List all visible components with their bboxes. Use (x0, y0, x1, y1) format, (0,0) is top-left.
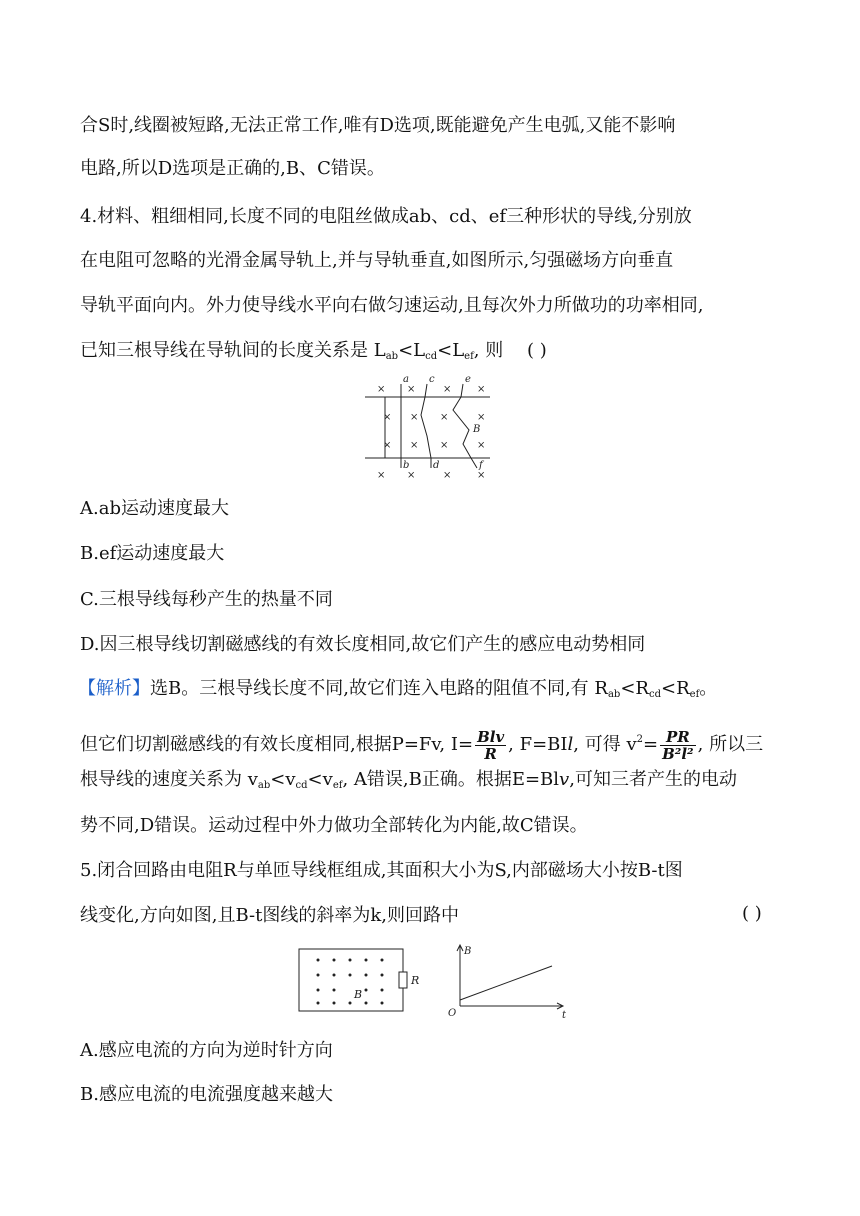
v: v (285, 769, 296, 790)
text: 但它们切割磁感线的有效长度相同,根据P=Fv, I= (80, 734, 474, 755)
option-a: A.感应电流的方向为逆时针方向 (80, 1040, 333, 1061)
field-label: B (354, 988, 363, 1001)
denominator: B²l² (662, 744, 694, 763)
option-d: D.因三根导线切割磁感线的有效长度相同,故它们产生的感应电动势相同 (80, 634, 646, 655)
question-4-line: 在电阻可忽略的光滑金属导轨上,并与导轨垂直,如图所示,匀强磁场方向垂直 (80, 250, 674, 271)
italic-v: v (559, 769, 570, 790)
subscript: ab (257, 780, 271, 791)
bt-line (460, 966, 552, 1000)
lt: < (661, 678, 677, 699)
label-e: e (465, 374, 471, 385)
numerator: Blv (477, 727, 505, 746)
field-cross: × (407, 470, 416, 480)
rail-figure (365, 370, 505, 480)
field-cross: × (440, 440, 449, 451)
text: 根导线的速度关系为 v (80, 769, 258, 790)
text: ,可知三者产生的电动 (569, 769, 737, 790)
field-dot (317, 989, 320, 992)
option-b: B.ef运动速度最大 (80, 543, 225, 564)
field-cross: × (410, 412, 419, 423)
L: L (413, 340, 426, 361)
label-a: a (403, 374, 409, 385)
field-cross: × (477, 412, 486, 423)
label-c: c (429, 374, 435, 385)
resistor-label: R (411, 974, 420, 987)
field-cross: × (443, 470, 452, 480)
field-cross: × (477, 470, 486, 480)
lt: < (398, 340, 414, 361)
text-line: 电路,所以D选项是正确的,B、C错误。 (80, 158, 385, 179)
field-dot (349, 959, 352, 962)
label-f: f (479, 460, 483, 471)
numerator: PR (660, 729, 696, 746)
L: L (452, 340, 465, 361)
question-4-line: 导轨平面向内。外力使导线水平向右做匀速运动,且每次外力所做功的功率相同, (80, 295, 704, 316)
field-cross: × (377, 384, 386, 395)
field-dot (381, 974, 384, 977)
analysis-line (78, 677, 717, 707)
text: , F=BI (508, 734, 568, 755)
answer-paren: ( ) (742, 903, 762, 924)
question-4-line (80, 339, 547, 369)
loop-figure (298, 948, 428, 1018)
fraction (660, 729, 696, 762)
field-dot (381, 989, 384, 992)
R: R (676, 678, 690, 699)
field-cross: × (443, 384, 452, 395)
lt: < (270, 769, 286, 790)
label-d: d (433, 460, 440, 471)
subscript: ab (607, 689, 621, 700)
x-axis-label: t (562, 1010, 567, 1021)
text: 选B。三根导线长度不同,故它们连入电路的阻值不同,有 R (150, 678, 608, 699)
option-a: A.ab运动速度最大 (80, 498, 229, 519)
text: 已知三根导线在导轨间的长度关系是 L (80, 340, 386, 361)
analysis-line (80, 720, 763, 765)
field-cross: × (407, 384, 416, 395)
text: 。 (699, 678, 718, 699)
label-b: b (403, 460, 410, 471)
field-dot (365, 989, 368, 992)
field-dot (349, 1002, 352, 1005)
answer-paren: ( ) (526, 340, 547, 361)
wire-loop (299, 949, 403, 1011)
text-line: 合S时,线圈被短路,无法正常工作,唯有D选项,既能避免产生电弧,又能不影响 (80, 115, 676, 136)
option-c: C.三根导线每秒产生的热量不同 (80, 589, 333, 610)
field-cross: × (410, 440, 419, 451)
R: R (635, 678, 649, 699)
field-cross: × (377, 470, 386, 480)
bt-graph (444, 942, 574, 1022)
superscript: 2 (636, 734, 644, 745)
v: v (322, 769, 333, 790)
origin-label: O (448, 1008, 457, 1019)
denominator: R (484, 744, 497, 763)
field-dot (349, 974, 352, 977)
analysis-line: 势不同,D错误。运动过程中外力做功全部转化为内能,故C错误。 (80, 815, 588, 836)
field-dot (365, 959, 368, 962)
field-cross: × (477, 440, 486, 451)
field-dot (381, 959, 384, 962)
field-cross: × (383, 440, 392, 451)
field-dot (365, 974, 368, 977)
lt: < (307, 769, 323, 790)
field-dot (333, 959, 336, 962)
field-dot (333, 1002, 336, 1005)
subscript: cd (425, 351, 438, 362)
fraction (475, 729, 506, 762)
text: , 所以三 (697, 734, 764, 755)
field-dot (317, 974, 320, 977)
field-dot (381, 1002, 384, 1005)
field-dot (365, 1002, 368, 1005)
text: , 可得 v (573, 734, 637, 755)
analysis-line (80, 768, 737, 798)
text: , 则 (473, 340, 504, 361)
subscript: cd (295, 780, 308, 791)
option-b: B.感应电流的电流强度越来越大 (80, 1084, 333, 1105)
subscript: ef (332, 780, 343, 791)
resistor (399, 972, 407, 988)
field-cross: × (440, 412, 449, 423)
y-axis-label: B (464, 946, 472, 957)
field-cross: × (477, 384, 486, 395)
analysis-tag: 【解析】 (78, 678, 150, 699)
field-dot (317, 1002, 320, 1005)
field-dot (333, 974, 336, 977)
equals: = (643, 734, 659, 755)
question-5-line: 5.闭合回路由电阻R与单匝导线框组成,其面积大小为S,内部磁场大小按B-t图 (80, 860, 683, 881)
field-cross: × (383, 412, 392, 423)
question-5-line: 线变化,方向如图,且B-t图线的斜率为k,则回路中 (80, 905, 459, 926)
lt: < (620, 678, 636, 699)
subscript: ab (385, 351, 399, 362)
text: , A错误,B正确。根据E=Bl (342, 769, 560, 790)
subscript: ef (689, 689, 700, 700)
italic-l: l (567, 734, 574, 755)
field-dot (317, 959, 320, 962)
question-4-line: 4.材料、粗细相同,长度不同的电阻丝做成ab、cd、ef三种形状的导线,分别放 (80, 206, 692, 227)
subscript: ef (464, 351, 474, 362)
field-dot (333, 989, 336, 992)
lt: < (437, 340, 453, 361)
subscript: cd (648, 689, 661, 700)
label-B: B (473, 424, 481, 435)
